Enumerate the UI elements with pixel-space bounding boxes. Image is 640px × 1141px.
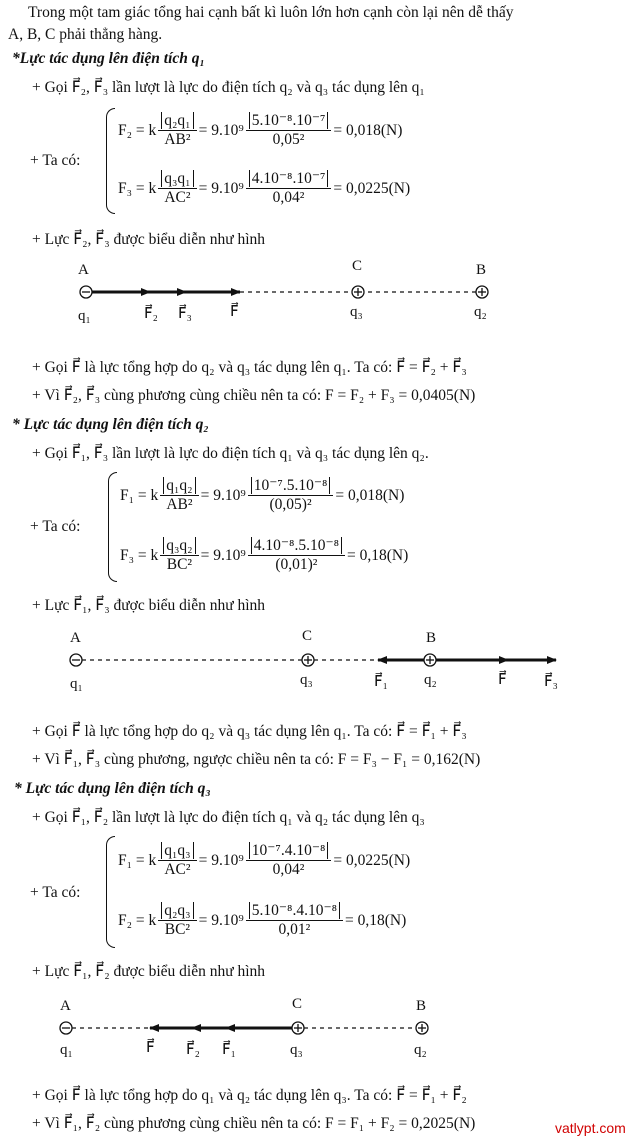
figure2	[70, 654, 556, 666]
fig2-label-a: A	[70, 630, 81, 646]
fig2-label-c: C	[302, 628, 313, 644]
eq-lhs: F₁ = k	[118, 852, 157, 869]
section1-bullet-define: + Gọi F⃗₂, F⃗₃ lần lượt là lực do điện tích q₂ và q₃ tác dụng lên q₁	[32, 79, 425, 96]
section1-taco: + Ta có:	[30, 152, 81, 169]
eq-denominator-values: 0,01²	[278, 921, 311, 939]
figure1	[80, 286, 488, 298]
fig1-label-q3: q₃	[350, 304, 363, 320]
eq-constant: = 9.10⁹	[198, 852, 244, 869]
eq-result: = 0,18(N)	[347, 547, 409, 564]
section2-heading: * Lực tác dụng lên điện tích q₂	[12, 416, 209, 433]
eq-lhs: F₃ = k	[120, 547, 159, 564]
eq-numerator: q₃q₂	[163, 537, 195, 554]
eq-denominator: BC²	[164, 921, 191, 939]
section2-bullet-sum: + Gọi F⃗ là lực tổng hợp do q₂ và q₃ tác dụng lên q₁. Ta có: F⃗ = F⃗₁ + F⃗₃	[32, 723, 467, 740]
eq-denominator-values: 0,04²	[272, 861, 305, 879]
eq-denominator: BC²	[166, 556, 193, 574]
eq-lhs: F₁ = k	[120, 487, 159, 504]
fig3-label-f2: F⃗₂	[186, 1042, 200, 1058]
section3-bullet-result: + Vì F⃗₁, F⃗₂ cùng phương cùng chiều nên ta có: F = F₁ + F₂ = 0,2025(N)	[32, 1115, 476, 1132]
fig1-label-f3: F⃗₃	[178, 306, 192, 322]
intro-line-2: A, B, C phải thẳng hàng.	[8, 26, 163, 43]
eq-constant: = 9.10⁹	[198, 912, 244, 929]
eq-result: = 0,018(N)	[335, 487, 405, 504]
section2-brace	[108, 472, 117, 582]
eq-numerator: q₂q₁	[161, 112, 193, 129]
fig1-label-b: B	[476, 262, 487, 278]
eq-fraction-values	[246, 902, 343, 939]
eq-lhs: F₂ = k	[118, 122, 157, 139]
section2-bullet-figure: + Lực F⃗₁, F⃗₃ được biểu diễn như hình	[32, 597, 266, 614]
eq-fraction	[158, 902, 196, 939]
fig2-label-f3: F⃗₃	[544, 674, 558, 690]
fig1-label-f: F⃗	[230, 304, 239, 320]
eq-result: = 0,018(N)	[333, 122, 403, 139]
eq-fraction-values	[246, 842, 332, 879]
fig3-label-q3: q₃	[290, 1042, 303, 1058]
eq-numerator: q₂q₃	[161, 902, 193, 919]
section1-bullet-figure: + Lực F⃗₂, F⃗₃ được biểu diễn như hình	[32, 231, 266, 248]
eq-denominator: AB²	[164, 131, 191, 149]
eq-numerator-values: 10⁻⁷.4.10⁻⁸	[249, 842, 329, 859]
section3-bullet-sum: + Gọi F⃗ là lực tổng hợp do q₁ và q₂ tác dụng lên q₃. Ta có: F⃗ = F⃗₁ + F⃗₂	[32, 1087, 467, 1104]
eq-constant: = 9.10⁹	[198, 180, 244, 197]
eq-numerator-values: 4.10⁻⁸.5.10⁻⁸	[251, 537, 342, 554]
fig1-label-c: C	[352, 258, 363, 274]
section2-eq-f1	[120, 472, 404, 520]
section3-eq-f1	[118, 836, 410, 886]
eq-constant: = 9.10⁹	[200, 487, 246, 504]
section3-bullet-figure: + Lực F⃗₁, F⃗₂ được biểu diễn như hình	[32, 963, 266, 980]
eq-fraction	[158, 842, 196, 879]
fig2-label-f: F⃗	[498, 672, 507, 688]
eq-denominator-values: (0,05)²	[269, 496, 312, 514]
eq-denominator-values: 0,05²	[272, 131, 305, 149]
eq-numerator-values: 5.10⁻⁸.10⁻⁷	[249, 112, 329, 129]
fig3-label-q1: q₁	[60, 1042, 73, 1058]
eq-fraction-values	[248, 477, 334, 514]
fig3-label-b: B	[416, 998, 427, 1014]
eq-constant: = 9.10⁹	[198, 122, 244, 139]
section1-bullet-sum: + Gọi F⃗ là lực tổng hợp do q₂ và q₃ tác dụng lên q₁. Ta có: F⃗ = F⃗₂ + F⃗₃	[32, 359, 467, 376]
eq-numerator: q₃q₁	[161, 170, 193, 187]
section2-bullet-define: + Gọi F⃗₁, F⃗₃ lần lượt là lực do điện tích q₁ và q₃ tác dụng lên q₂.	[32, 445, 429, 462]
fig3-label-f: F⃗	[146, 1040, 155, 1056]
fig3-label-a: A	[60, 998, 71, 1014]
section3-bullet-define: + Gọi F⃗₁, F⃗₂ lần lượt là lực do điện tích q₁ và q₂ tác dụng lên q₃	[32, 809, 425, 826]
fig2-label-q2: q₂	[424, 672, 437, 688]
eq-denominator-values: 0,04²	[272, 189, 305, 207]
eq-numerator: q₁q₃	[161, 842, 193, 859]
eq-result: = 0,0225(N)	[333, 852, 411, 869]
fig3-label-c: C	[292, 996, 303, 1012]
watermark: vatlypt.com	[555, 1120, 626, 1136]
intro-line-1: Trong một tam giác tổng hai cạnh bất kì luôn lớn hơn cạnh còn lại nên dễ thấy	[28, 4, 514, 21]
eq-denominator: AC²	[164, 861, 191, 879]
fig1-label-q1: q₁	[78, 308, 91, 324]
eq-lhs: F₂ = k	[118, 912, 157, 929]
section3-heading: * Lực tác dụng lên điện tích q₃	[14, 780, 211, 797]
eq-lhs: F₃ = k	[118, 180, 157, 197]
fig1-label-f2: F⃗₂	[144, 306, 158, 322]
section2-taco: + Ta có:	[30, 518, 81, 535]
fig2-label-b: B	[426, 630, 437, 646]
eq-denominator: AC²	[164, 189, 191, 207]
fig3-label-f1: F⃗₁	[222, 1042, 236, 1058]
eq-denominator-values: (0,01)²	[275, 556, 318, 574]
fig2-label-f1: F⃗₁	[374, 674, 388, 690]
eq-numerator-values: 5.10⁻⁸.4.10⁻⁸	[249, 902, 340, 919]
eq-fraction	[160, 537, 198, 574]
fig2-label-q1: q₁	[70, 676, 83, 692]
eq-numerator-values: 4.10⁻⁸.10⁻⁷	[249, 170, 329, 187]
section2-eq-f3	[120, 532, 408, 580]
figure3	[60, 1022, 428, 1034]
eq-numerator-values: 10⁻⁷.5.10⁻⁸	[251, 477, 331, 494]
eq-numerator: q₁q₂	[163, 477, 195, 494]
eq-constant: = 9.10⁹	[200, 547, 246, 564]
eq-denominator: AB²	[166, 496, 193, 514]
fig3-label-q2: q₂	[414, 1042, 427, 1058]
eq-result: = 0,18(N)	[345, 912, 407, 929]
fig1-label-a: A	[78, 262, 89, 278]
eq-fraction-values	[248, 537, 345, 574]
eq-result: = 0,0225(N)	[333, 180, 411, 197]
fig1-label-q2: q₂	[474, 304, 487, 320]
eq-fraction	[160, 477, 198, 514]
section3-brace	[106, 836, 115, 948]
section2-bullet-result: + Vì F⃗₁, F⃗₃ cùng phương, ngược chiều nên ta có: F = F₃ − F₁ = 0,162(N)	[32, 751, 481, 768]
section3-eq-f2	[118, 896, 406, 946]
section1-heading: *Lực tác dụng lên điện tích q₁	[12, 50, 205, 67]
section1-bullet-result: + Vì F⃗₂, F⃗₃ cùng phương cùng chiều nên ta có: F = F₂ + F₃ = 0,0405(N)	[32, 387, 476, 404]
fig2-label-q3: q₃	[300, 672, 313, 688]
section3-taco: + Ta có:	[30, 884, 81, 901]
